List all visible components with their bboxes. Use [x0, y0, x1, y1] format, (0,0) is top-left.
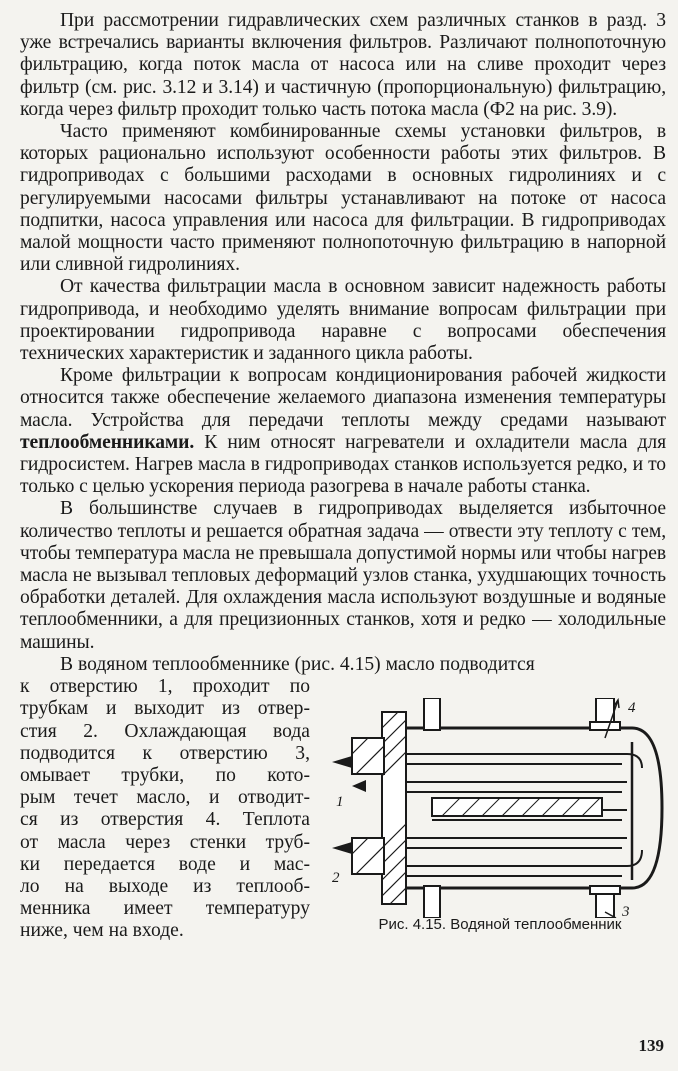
heat-exchanger-figure — [332, 698, 666, 918]
column-line: рым течет масло, и отводит- — [20, 787, 310, 809]
figure-caption: Рис. 4.15. Водяной теплообменник — [378, 916, 622, 934]
column-line: подводится к отверстию 3, — [20, 742, 310, 764]
label-2: 2 — [332, 870, 340, 887]
column-line: от масла через стенки труб- — [20, 831, 310, 853]
exchanger-flange — [352, 712, 406, 904]
paragraph-filtration-types: При рассмотрении гидравлических схем различных станков в разд. 3 уже встречались варианты включения фильтров. Различают полнопоточную фильтрацию, когда поток масла от насоса или на сливе проходит через фильтр (см. рис. 3.12 и 3.14) и частичную (пропорциональную) фильтрацию, когда через фильтр проходит только часть потока масла (Ф2 на рис. 3.9). — [20, 10, 666, 120]
paragraph-filtration-quality: От качества фильтрации масла в основном зависит надежность работы гидропривода, и необходимо уделять внимание вопросам фильтрации при проектировании гидропривода наравне с вопросами обеспечения технических характеристик и заданного цикла работы. — [20, 276, 666, 365]
paragraph-heat-exchangers — [20, 365, 666, 498]
paragraph-combined-schemes: Часто применяют комбинированные схемы установки фильтров, в которых рационально используют особенности работы этих фильтров. В гидроприводах с большими расходами в основных гидролиниях и с регулируемыми насосами фильтры устанавливают на потоке от насоса подпитки, насоса управления или насоса для фильтрации. В гидроприводах малой мощности часто применяют полнопоточную фильтрацию в напорной или сливной гидролиниях. — [20, 121, 666, 276]
exchanger-baffle — [432, 798, 602, 816]
column-line: ся из отверстия 4. Теплота — [20, 809, 310, 831]
column-line: трубкам и выходит из отвер- — [20, 698, 310, 720]
paragraph-excess-heat: В большинстве случаев в гидроприводах выделяется избыточное количество теплоты и решается обратная задача — отвести эту теплоту с тем, чтобы температура масла не превышала допустимой нормы или чтобы нагрев масла не вызывал тепловых деформаций узлов станка, ухудшающих точность обработки деталей. Для охлаждения масла используют воздушные и водяные теплообменники, а для прецизионных станков, хотя и редко — холодильные машины. — [20, 498, 666, 653]
heat-exchangers-text-a: Кроме фильтрации к вопросам кондиционирования рабочей жидкости относится также обеспечение желаемого диапазона изменения температуры масла. Устройства для передачи теплоты между средами называют — [20, 365, 666, 431]
column-line: ки передается воде и мас- — [20, 853, 310, 875]
column-line: к отверстию 1, проходит по — [20, 676, 310, 698]
wrapped-text-column — [20, 676, 310, 942]
column-line: омывает трубки, по кото- — [20, 764, 310, 786]
book-page — [20, 10, 666, 946]
label-4: 4 — [628, 700, 636, 717]
label-3: 3 — [622, 904, 630, 919]
column-line: менника имеет температуру — [20, 898, 310, 920]
heat-exchangers-text-b: К ним относят нагреватели и охладители масла для гидросистем. Нагрев масла в гидроприводах станков используется редко, и то только с целью ускорения периода разогрева в начале работы станка. — [20, 431, 666, 498]
column-line: ло на выходе из теплооб- — [20, 875, 310, 897]
label-1: 1 — [336, 794, 344, 811]
term-heat-exchangers: теплообменниками. — [20, 431, 195, 453]
text-with-figure — [20, 676, 666, 946]
column-line: ниже, чем на входе. — [20, 920, 184, 942]
column-line: стия 2. Охлаждающая вода — [20, 720, 310, 742]
page-number: 139 — [638, 1036, 664, 1055]
paragraph-water-exchanger-intro: В водяном теплообменнике (рис. 4.15) масло подводится — [60, 653, 535, 675]
